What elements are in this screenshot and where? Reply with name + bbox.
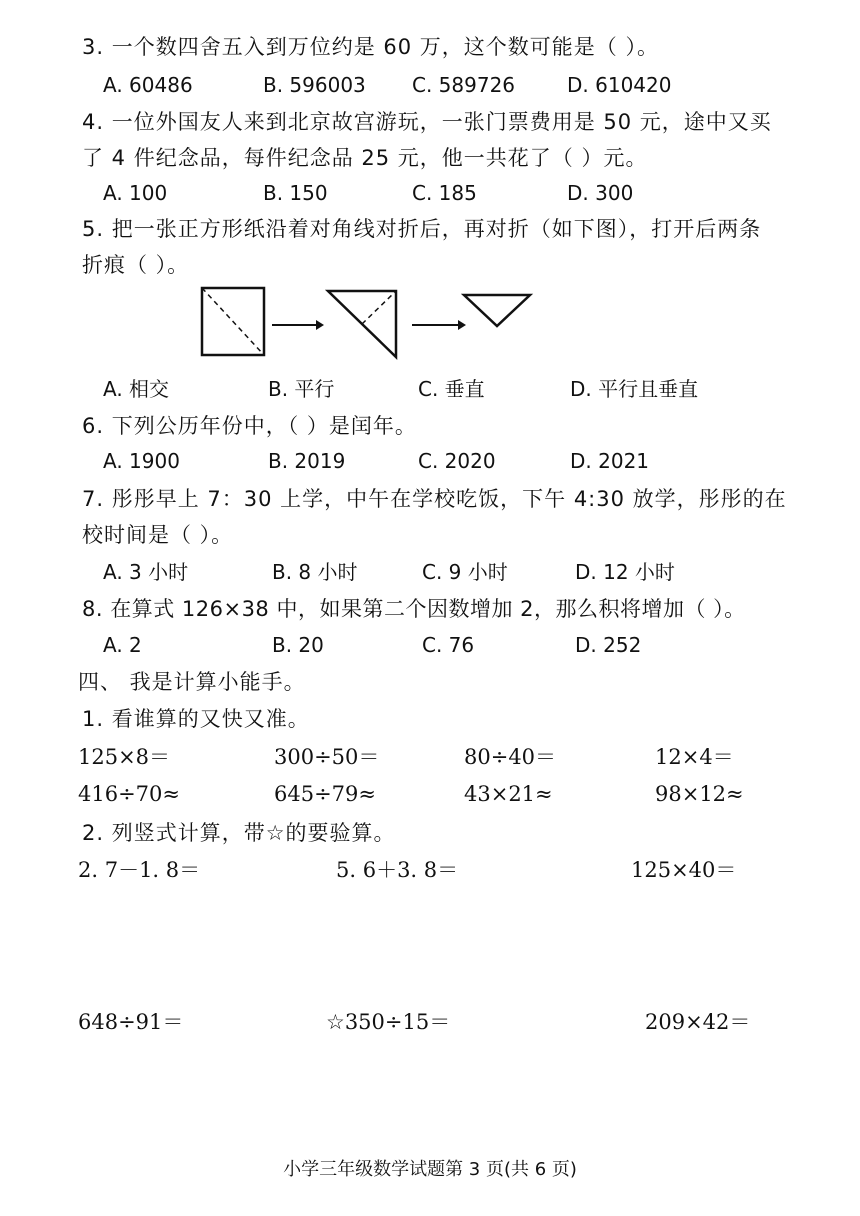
question-6: 6. 下列公历年份中，（ ）是闰年。 xyxy=(82,414,417,438)
q3-option-c: C. 589726 xyxy=(412,73,516,97)
vertical-calc-5-with-check: ☆350÷15＝ xyxy=(326,1010,451,1034)
oral-calc-3: 80÷40＝ xyxy=(464,745,557,769)
vertical-calc-4: 648÷91＝ xyxy=(78,1010,184,1034)
q8-option-d: D. 252 xyxy=(575,633,642,657)
q7-option-a: A. 3 小时 xyxy=(103,560,189,584)
section-4-part-1-title: 1. 看谁算的又快又准。 xyxy=(82,707,310,731)
q8-option-b: B. 20 xyxy=(272,633,324,657)
question-7-line-1: 7. 彤彤早上 7：30 上学，中午在学校吃饭，下午 4:30 放学，彤彤的在 xyxy=(82,487,787,511)
q6-option-b: B. 2019 xyxy=(268,449,346,473)
vertical-calc-2: 5. 6＋3. 8＝ xyxy=(336,858,459,882)
section-4-part-2-title: 2. 列竖式计算，带☆的要验算。 xyxy=(82,821,396,845)
q8-option-c: C. 76 xyxy=(422,633,475,657)
q6-option-c: C. 2020 xyxy=(418,449,496,473)
q4-option-a: A. 100 xyxy=(103,181,168,205)
q5-option-b: B. 平行 xyxy=(268,377,335,401)
q4-option-c: C. 185 xyxy=(412,181,477,205)
q7-option-b: B. 8 小时 xyxy=(272,560,358,584)
question-5-line-2: 折痕（ ）。 xyxy=(82,253,190,277)
estimate-calc-4: 98×12≈ xyxy=(655,782,744,806)
q6-option-d: D. 2021 xyxy=(570,449,650,473)
arrow-2-head xyxy=(458,320,466,330)
estimate-calc-2: 645÷79≈ xyxy=(274,782,376,806)
question-7-line-2: 校时间是（ ）。 xyxy=(82,523,234,547)
paper-folding-diagram xyxy=(190,285,550,365)
section-4-title: 四、 我是计算小能手。 xyxy=(78,670,306,694)
question-3: 3. 一个数四舍五入到万位约是 60 万，这个数可能是（ ）。 xyxy=(82,35,659,59)
q4-option-d: D. 300 xyxy=(567,181,634,205)
square-diagonal-crease xyxy=(202,288,264,355)
oral-calc-1: 125×8＝ xyxy=(78,745,171,769)
q5-option-a: A. 相交 xyxy=(103,377,170,401)
q7-option-c: C. 9 小时 xyxy=(422,560,508,584)
estimate-calc-1: 416÷70≈ xyxy=(78,782,180,806)
question-8: 8. 在算式 126×38 中，如果第二个因数增加 2，那么积将增加（ ）。 xyxy=(82,597,746,621)
q7-option-d: D. 12 小时 xyxy=(575,560,675,584)
oral-calc-2: 300÷50＝ xyxy=(274,745,380,769)
q4-option-b: B. 150 xyxy=(263,181,328,205)
estimate-calc-3: 43×21≈ xyxy=(464,782,553,806)
triangle-fold-crease xyxy=(362,291,396,324)
oral-calc-4: 12×4＝ xyxy=(655,745,734,769)
q3-option-a: A. 60486 xyxy=(103,73,193,97)
vertical-calc-1: 2. 7－1. 8＝ xyxy=(78,858,201,882)
question-5-line-1: 5. 把一张正方形纸沿着对角线对折后，再对折（如下图），打开后两条 xyxy=(82,217,762,241)
q3-option-b: B. 596003 xyxy=(263,73,366,97)
q8-option-a: A. 2 xyxy=(103,633,142,657)
q3-option-d: D. 610420 xyxy=(567,73,672,97)
question-4-line-1: 4. 一位外国友人来到北京故宫游玩，一张门票费用是 50 元，途中又买 xyxy=(82,110,772,134)
vertical-calc-3: 125×40＝ xyxy=(631,858,737,882)
question-4-line-2: 了 4 件纪念品，每件纪念品 25 元，他一共花了（ ）元。 xyxy=(82,146,648,170)
small-triangle-shape xyxy=(464,295,530,326)
q6-option-a: A. 1900 xyxy=(103,449,180,473)
vertical-calc-6: 209×42＝ xyxy=(645,1010,751,1034)
q5-option-d: D. 平行且垂直 xyxy=(570,377,699,401)
page-footer: 小学三年级数学试题第 3 页(共 6 页) xyxy=(283,1159,577,1180)
arrow-1-head xyxy=(316,320,324,330)
q5-option-c: C. 垂直 xyxy=(418,377,485,401)
